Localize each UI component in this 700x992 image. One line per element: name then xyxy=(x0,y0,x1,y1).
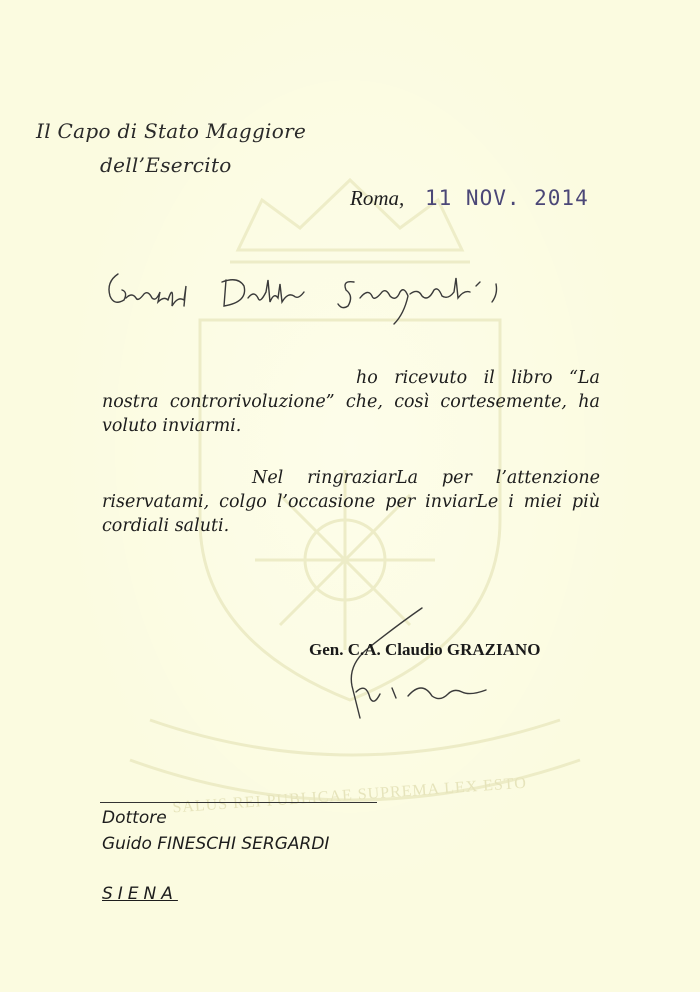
date-place: Roma, xyxy=(350,186,405,210)
body-paragraph-1-text: ho ricevuto il libro “La nostra controrivoluzione” che, così cortesemente, ha voluto inviarmi. xyxy=(102,368,600,436)
handwritten-salutation xyxy=(98,262,528,332)
recipient-city: SIENA xyxy=(102,884,178,904)
watermark-motto: SALUS REI PUBLICAE SUPREMA LEX ESTO xyxy=(171,774,528,817)
letterhead-subtitle: dell’Esercito xyxy=(100,153,232,177)
signer-name: Gen. C.A. Claudio GRAZIANO xyxy=(309,640,541,659)
recipient-name: Guido FINESCHI SERGARDI xyxy=(102,834,330,854)
letterhead xyxy=(36,118,306,178)
body-paragraph-1 xyxy=(102,366,600,438)
letterhead-title: Il Capo di Stato Maggiore xyxy=(36,119,307,143)
handwritten-signature xyxy=(336,606,516,726)
body-paragraph-2-text: Nel ringraziarLa per l’attenzione riservatami, colgo l’occasione per inviarLe i miei più cordiali saluti. xyxy=(102,468,600,536)
address-divider xyxy=(100,802,377,803)
date-stamp: 11 NOV. 2014 xyxy=(425,186,589,210)
recipient-title: Dottore xyxy=(102,808,167,828)
body-paragraph-2 xyxy=(102,466,600,538)
